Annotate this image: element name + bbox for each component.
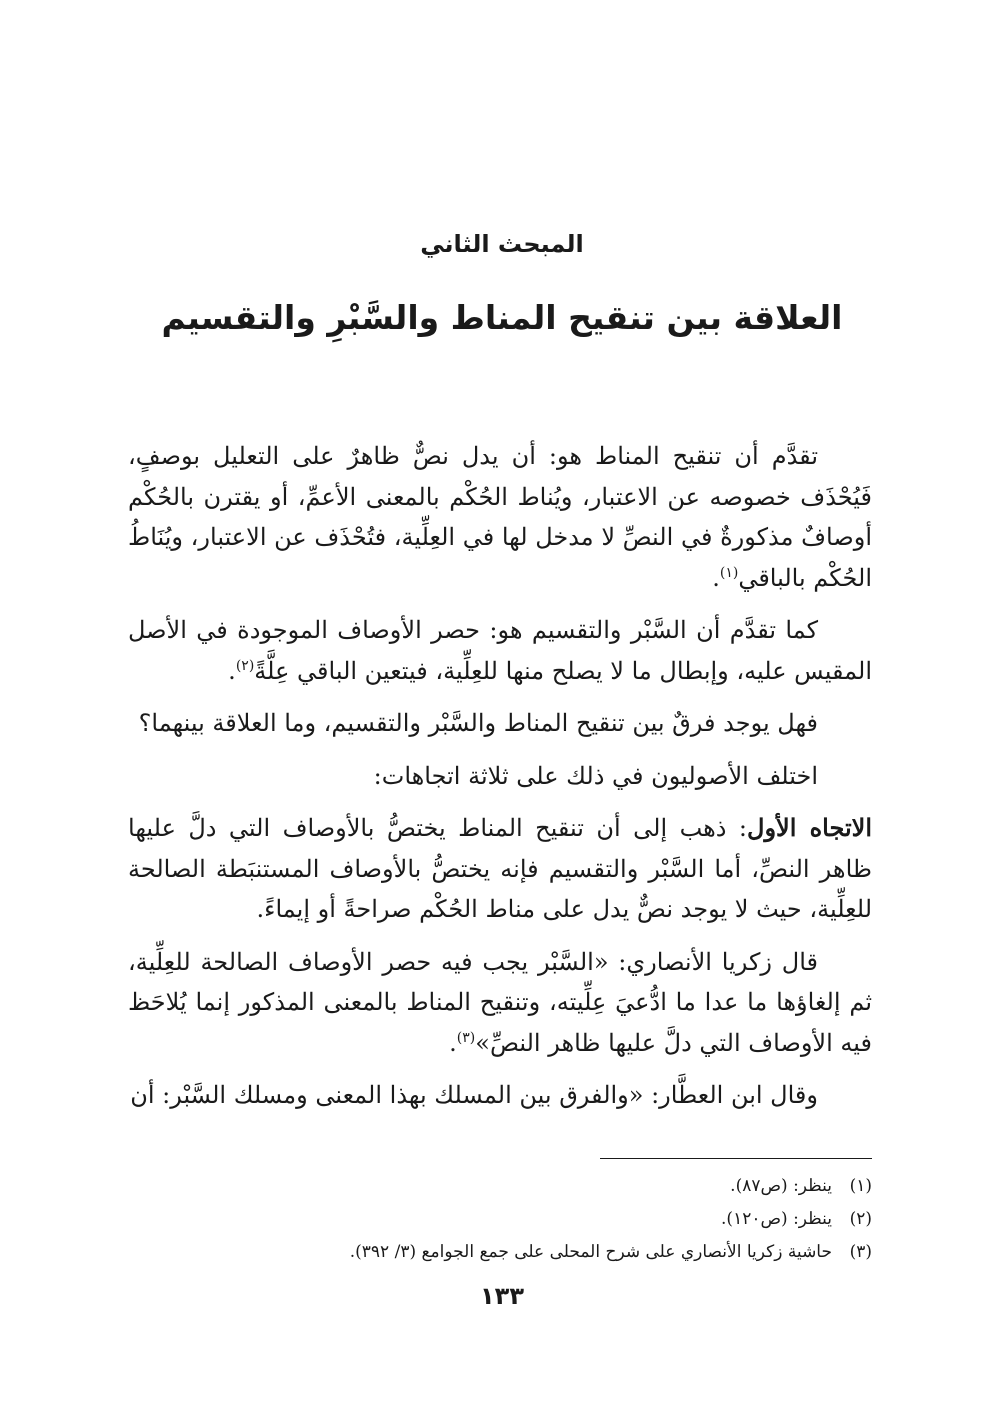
paragraph-4-text: اختلف الأصوليون في ذلك على ثلاثة اتجاهات: xyxy=(373,761,818,790)
footnote-divider xyxy=(600,1158,872,1159)
footnote-1 xyxy=(128,1170,872,1203)
paragraph-4 xyxy=(128,756,872,797)
footnote-ref-3: (٣) xyxy=(456,1029,476,1046)
paragraph-6 xyxy=(128,942,872,1064)
paragraph-5-text: : ذهب إلى أن تنقيح المناط يختصُّ بالأوصاف التي دلَّ عليها ظاهر النصِّ، أما السَّبْر والتقسيم فإنه يختصُّ بالأوصاف المستنبَطة الصالحة للعِلِّية، حيث لا يوجد نصٌّ يدل على مناط الحُكْم صراحةً أو إيماءً. xyxy=(128,814,872,923)
section-label: المبحث الثاني xyxy=(420,230,584,258)
footnote-text: ينظر: (ص١٢٠). xyxy=(721,1209,832,1229)
footnote-2 xyxy=(128,1203,872,1236)
chapter-title: العلاقة بين تنقيح المناط والسَّبْرِ والتقسيم xyxy=(161,298,843,337)
paragraph-6-end: . xyxy=(449,1028,457,1057)
footnote-ref-1: (١) xyxy=(719,564,739,581)
paragraph-5-lead: الاتجاه الأول xyxy=(747,813,873,842)
paragraph-2 xyxy=(128,610,872,691)
paragraph-5 xyxy=(128,808,872,930)
footnote-number: (١) xyxy=(849,1176,872,1196)
paragraph-3-text: فهل يوجد فرقٌ بين تنقيح المناط والسَّبْر والتقسيم، وما العلاقة بينهما؟ xyxy=(138,709,818,737)
paragraph-6-text: قال زكريا الأنصاري: «السَّبْر يجب فيه حصر الأوصاف الصالحة للعِلِّية، ثم إلغاؤها ما عدا ما ادُّعيَ عِلِّيته، وتنقيح المناط بالمعنى المذكور إنما يُلاحَظ فيه الأوصاف التي دلَّ عليها ظاهر النصِّ» xyxy=(128,947,872,1057)
paragraph-1-text: تقدَّم أن تنقيح المناط هو: أن يدل نصٌّ ظاهرٌ على التعليل بوصفٍ، فَيُحْذَف خصوصه عن الاعتبار، ويُناط الحُكْم بالمعنى الأعمِّ، أو يقترن بالحُكْم أوصافٌ مذكورةٌ في النصِّ لا مدخل لها في العِلِّية، فتُحْذَف عن الاعتبار، ويُنَاطُ الحُكْم بالباقي xyxy=(128,442,872,592)
footnote-ref-2: (٢) xyxy=(235,657,255,674)
footnote-text: ينظر: (ص٨٧). xyxy=(730,1176,832,1196)
paragraph-3 xyxy=(128,703,872,744)
paragraph-1-end: . xyxy=(712,563,720,592)
footnote-3 xyxy=(128,1236,872,1269)
paragraph-7 xyxy=(128,1075,872,1116)
footnote-number: (٢) xyxy=(849,1209,872,1229)
paragraph-2-end: . xyxy=(228,656,236,685)
footnote-number: (٣) xyxy=(849,1242,872,1262)
page-number: ١٣٣ xyxy=(480,1282,524,1310)
paragraph-2-text: كما تقدَّم أن السَّبْر والتقسيم هو: حصر الأوصاف الموجودة في الأصل المقيس عليه، وإبطال ما لا يصلح منها للعِلِّية، فيتعين الباقي عِلَّةً xyxy=(128,616,872,685)
body-text xyxy=(128,436,872,1128)
footnote-text: حاشية زكريا الأنصاري على شرح المحلى على جمع الجوامع (٣/ ٣٩٢). xyxy=(349,1242,832,1262)
paragraph-1 xyxy=(128,436,872,598)
footnotes xyxy=(128,1170,872,1269)
paragraph-7-text: وقال ابن العطَّار: «والفرق بين المسلك بهذا المعنى ومسلك السَّبْر: أن xyxy=(130,1081,818,1109)
